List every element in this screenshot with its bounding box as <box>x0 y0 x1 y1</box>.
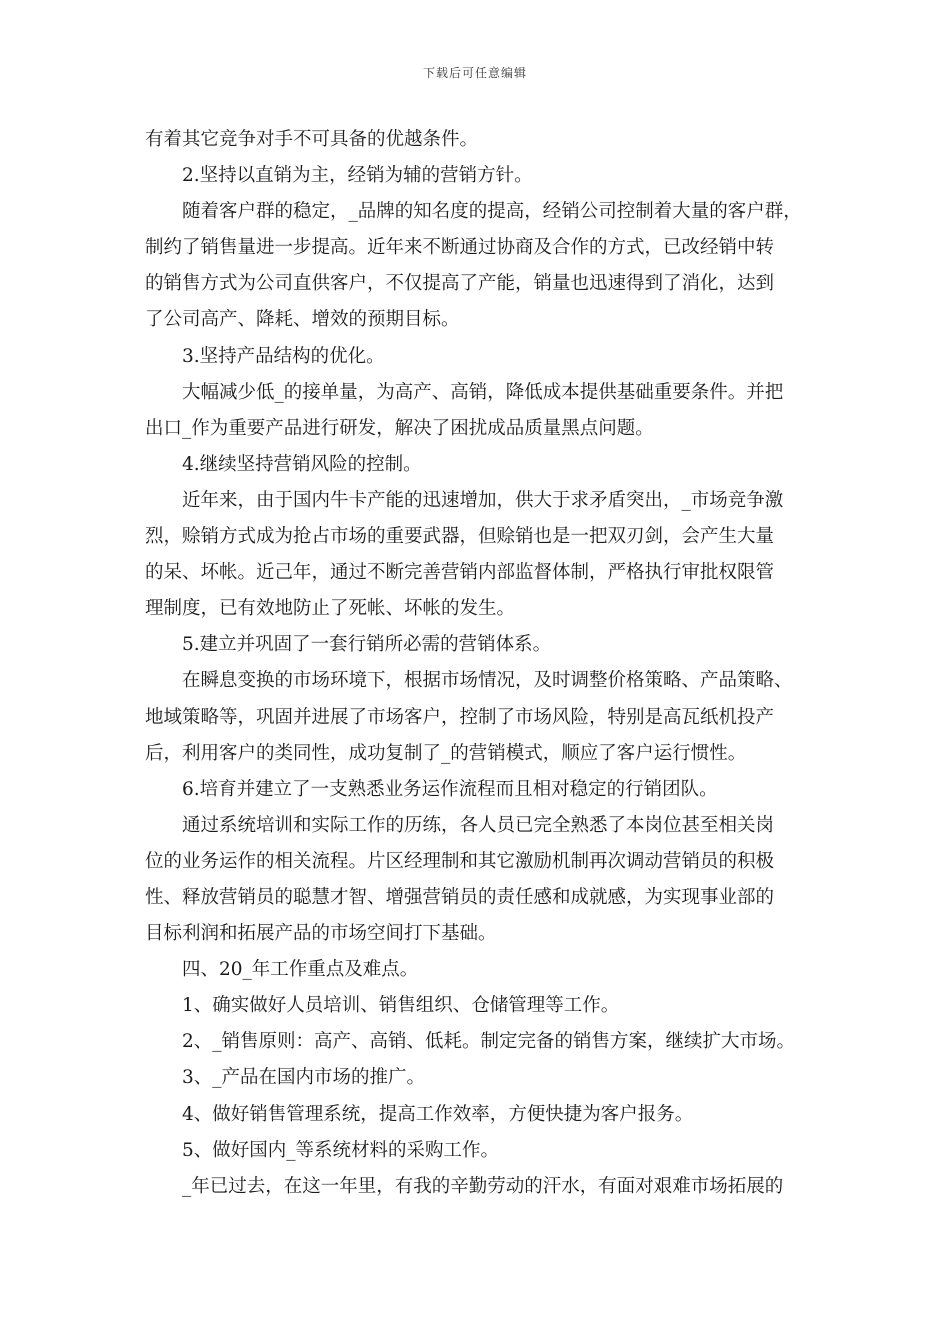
text-line: 地域策略等，巩固并进展了市场客户，控制了市场风险，特别是高瓦纸机投产 <box>145 706 775 728</box>
document-body <box>145 122 825 1205</box>
text-line: 5、做好国内_等系统材料的采购工作。 <box>182 1139 500 1161</box>
text-line: 制约了销售量进一步提高。近年来不断通过协商及合作的方式，已改经销中转 <box>145 237 775 259</box>
text-line: 的呆、坏帐。近己年，通过不断完善营销内部监督体制，严格执行审批权限管 <box>145 562 775 584</box>
text-line: 了公司高产、降耗、增效的预期目标。 <box>145 309 460 331</box>
text-line: 理制度，已有效地防止了死帐、坏帐的发生。 <box>145 598 516 620</box>
text-line: 近年来，由于国内牛卡产能的迅速增加，供大于求矛盾突出，_市场竞争激 <box>182 489 784 511</box>
text-line: 2.坚持以直销为主，经销为辅的营销方针。 <box>182 165 533 187</box>
text-line: 性、释放营销员的聪慧才智、增强营销员的责任感和成就感，为实现事业部的 <box>145 886 775 908</box>
text-line: 6.培育并建立了一支熟悉业务运作流程而且相对稳定的行销团队。 <box>182 778 718 800</box>
page-header: 下载后可任意编辑 <box>422 66 527 80</box>
text-line: 在瞬息变换的市场环境下，根据市场情况，及时调整价格策略、产品策略、 <box>182 670 793 692</box>
text-line: 4.继续坚持营销风险的控制。 <box>182 453 422 475</box>
text-line: 1、确实做好人员培训、销售组织、仓储管理等工作。 <box>182 995 620 1017</box>
text-line: 有着其它竞争对手不可具备的优越条件。 <box>145 129 479 150</box>
text-line: 后，利用客户的类同性，成功复制了_的营销模式，顺应了客户运行惯性。 <box>145 742 747 764</box>
text-line: 4、做好销售管理系统，提高工作效率，方便快捷为客户报务。 <box>182 1103 694 1125</box>
text-line: 3、_产品在国内市场的推广。 <box>182 1067 426 1089</box>
text-line: 出口_作为重要产品进行研发，解决了困扰成品质量黑点问题。 <box>145 417 654 439</box>
text-line: 2、_销售原则：高产、高销、低耗。制定完备的销售方案，继续扩大市场。 <box>182 1031 796 1053</box>
text-line: 大幅减少低_的接单量，为高产、高销，降低成本提供基础重要条件。并把 <box>182 381 784 403</box>
text-line: 5.建立并巩固了一套行销所必需的营销体系。 <box>182 634 552 656</box>
text-line: 3.坚持产品结构的优化。 <box>182 345 385 367</box>
text-line: _年已过去，在这一年里，有我的辛勤劳动的汗水，有面对艰难市场拓展的 <box>182 1175 784 1197</box>
text-line: 位的业务运作的相关流程。片区经理制和其它激励机制再次调动营销员的积极 <box>145 850 775 872</box>
text-line: 通过系统培训和实际工作的历练，各人员已完全熟悉了本岗位甚至相关岗 <box>182 814 775 836</box>
text-line: 的销售方式为公司直供客户，不仅提高了产能，销量也迅速得到了消化，达到 <box>145 273 775 295</box>
text-line: 烈，赊销方式成为抢占市场的重要武器，但赊销也是一把双刃剑，会产生大量 <box>145 526 775 548</box>
text-line: 四、20_年工作重点及难点。 <box>182 959 419 981</box>
text-line: 目标利润和拓展产品的市场空间打下基础。 <box>145 923 497 945</box>
text-line: 随着客户群的稳定，_品牌的知名度的提高，经销公司控制着大量的客户群， <box>182 201 802 223</box>
